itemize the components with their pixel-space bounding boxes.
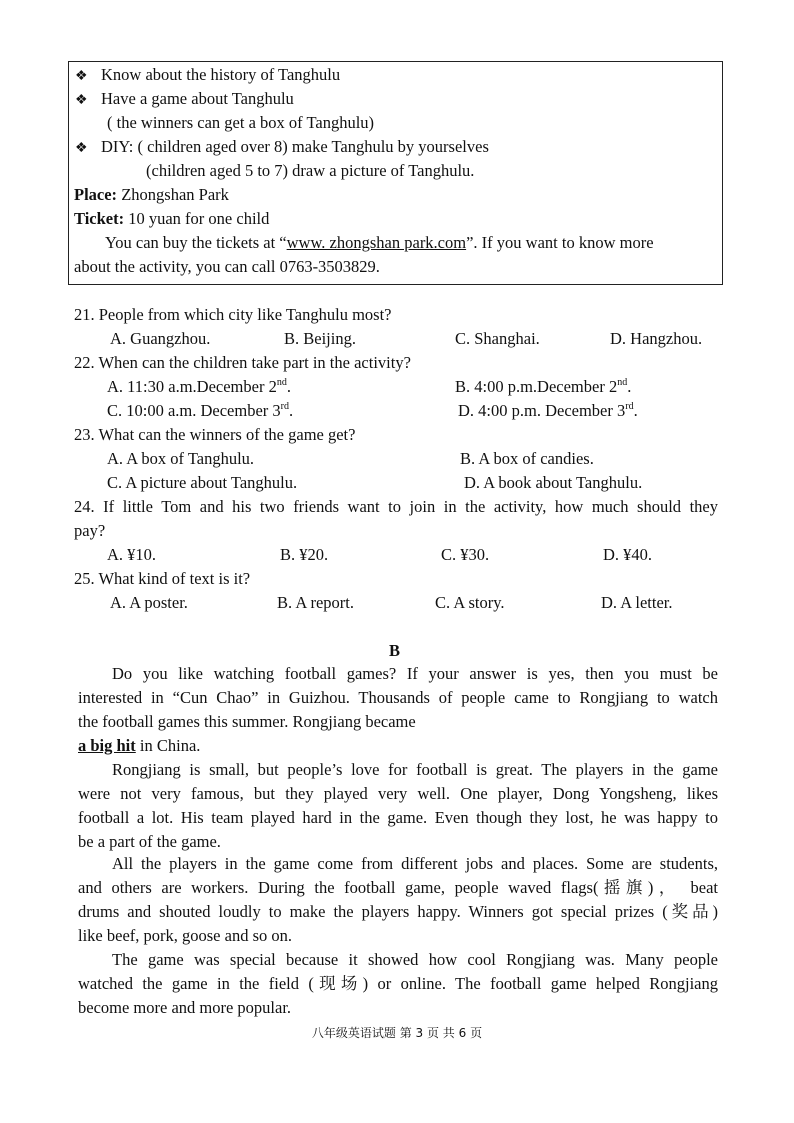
diamond-bullet-icon: ❖ <box>75 69 88 84</box>
ticket-line <box>74 208 269 230</box>
diamond-bullet-icon: ❖ <box>75 141 88 156</box>
question-text: When can the children take part in the activity? <box>98 353 411 372</box>
bullet-item <box>75 64 340 88</box>
option[interactable] <box>107 376 291 398</box>
paragraph-line: drums and shouted loudly to make the players happy. Winners got special prizes (奖品) <box>78 902 718 921</box>
paragraph-line <box>78 735 200 757</box>
underlined-phrase: a big hit <box>78 736 136 755</box>
option[interactable]: D. Hangzhou. <box>610 329 703 348</box>
option[interactable]: D. A letter. <box>601 593 673 612</box>
paragraph-line: the football games this summer. Rongjiang became <box>78 712 416 731</box>
option-end: . <box>627 377 632 396</box>
option[interactable]: A. Guangzhou. <box>110 329 211 348</box>
ticket-value: 10 yuan for one child <box>128 209 270 228</box>
option[interactable] <box>455 376 631 398</box>
bullet-item <box>75 88 294 112</box>
place-line <box>74 184 229 206</box>
question-text: What kind of text is it? <box>98 569 251 588</box>
option-end: . <box>286 377 291 396</box>
paragraph-line: interested in “Cun Chao” in Guizhou. Thousands of people came to Rongjiang to watch <box>78 688 718 707</box>
question-number: 22. <box>74 353 95 372</box>
question-text: If little Tom and his two friends want to join in the activity, how much should they <box>103 497 719 516</box>
option[interactable]: D. A book about Tanghulu. <box>464 473 643 492</box>
option-end: . <box>633 401 638 420</box>
option[interactable] <box>458 400 638 422</box>
bullet-text: DIY: ( children aged over 8) make Tanghulu by yourselves <box>101 137 489 156</box>
option-text: A. 11:30 a.m.December 2 <box>107 377 277 396</box>
question-number: 21. <box>74 305 95 324</box>
option[interactable]: C. Shanghai. <box>455 329 540 348</box>
option[interactable]: D. ¥40. <box>603 545 653 564</box>
question-number: 24. <box>74 497 95 516</box>
bullet-note: ( the winners can get a box of Tanghulu) <box>107 113 375 132</box>
question-24 <box>74 496 718 518</box>
question-number: 25. <box>74 569 95 588</box>
paragraph-line: Do you like watching football games? If your answer is yes, then you must be <box>112 664 718 683</box>
paragraph-line: and others are workers. During the football game, people waved flags(摇旗)， beat <box>78 878 718 897</box>
website-link[interactable]: www. zhongshan park.com <box>286 233 467 252</box>
question-21 <box>74 304 392 326</box>
option-text: D. 4:00 p.m. December 3 <box>458 401 626 420</box>
buy-line-2: about the activity, you can call 0763-3503829. <box>74 257 380 276</box>
question-23 <box>74 424 355 446</box>
ordinal-suffix: nd <box>617 377 628 388</box>
bullet-item <box>75 136 489 160</box>
paragraph-line: were not very famous, but they played very well. One player, Dong Yongsheng, likes <box>78 784 718 803</box>
page-footer: 八年级英语试题 第 3 页 共 6 页 <box>311 1026 483 1040</box>
option-text: B. 4:00 p.m.December 2 <box>455 377 618 396</box>
ordinal-suffix: rd <box>625 401 634 412</box>
paragraph-line: like beef, pork, goose and so on. <box>78 926 292 945</box>
place-label: Place: <box>74 185 118 204</box>
option[interactable]: A. ¥10. <box>107 545 157 564</box>
buy-prefix: You can buy the tickets at “ <box>105 233 287 252</box>
option[interactable]: B. A report. <box>277 593 354 612</box>
paragraph-tail: in China. <box>135 736 201 755</box>
paragraph-line: The game was special because it showed how cool Rongjiang was. Many people <box>112 950 718 969</box>
option[interactable]: C. ¥30. <box>441 545 490 564</box>
paragraph-line: football a lot. His team played hard in the game. Even though they lost, he was happy to <box>78 808 718 827</box>
question-number: 23. <box>74 425 95 444</box>
option[interactable]: A. A box of Tanghulu. <box>107 449 255 468</box>
option-end: . <box>289 401 294 420</box>
diamond-bullet-icon: ❖ <box>75 93 88 108</box>
option[interactable]: B. A box of candies. <box>460 449 594 468</box>
option[interactable]: B. Beijing. <box>284 329 356 348</box>
section-heading: B <box>389 641 401 660</box>
place-value: Zhongshan Park <box>121 185 229 204</box>
buy-line <box>105 232 654 254</box>
paragraph-line: watched the game in the field (现场) or online. The football game helped Rongjiang <box>78 974 718 993</box>
paragraph-line: Rongjiang is small, but people’s love for football is great. The players in the game <box>112 760 718 779</box>
question-25 <box>74 568 250 590</box>
option[interactable]: B. ¥20. <box>280 545 329 564</box>
option-text: C. 10:00 a.m. December 3 <box>107 401 281 420</box>
paragraph-line: become more and more popular. <box>78 998 292 1017</box>
question-text: What can the winners of the game get? <box>98 425 356 444</box>
buy-suffix: ”. If you want to know more <box>466 233 654 252</box>
bullet-note: (children aged 5 to 7) draw a picture of Tanghulu. <box>146 161 475 180</box>
option[interactable]: C. A story. <box>435 593 505 612</box>
option[interactable]: C. A picture about Tanghulu. <box>107 473 298 492</box>
option[interactable]: A. A poster. <box>110 593 188 612</box>
ordinal-suffix: nd <box>276 377 287 388</box>
bullet-text: Know about the history of Tanghulu <box>101 65 341 84</box>
question-22 <box>74 352 411 374</box>
option[interactable] <box>107 400 293 422</box>
paragraph-line: be a part of the game. <box>78 832 221 851</box>
ticket-label: Ticket: <box>74 209 125 228</box>
question-text: People from which city like Tanghulu most? <box>98 305 392 324</box>
ordinal-suffix: rd <box>280 401 290 412</box>
paragraph-line: All the players in the game come from different jobs and places. Some are students, <box>112 854 718 873</box>
bullet-text: Have a game about Tanghulu <box>101 89 294 108</box>
question-text-continued: pay? <box>74 521 106 540</box>
